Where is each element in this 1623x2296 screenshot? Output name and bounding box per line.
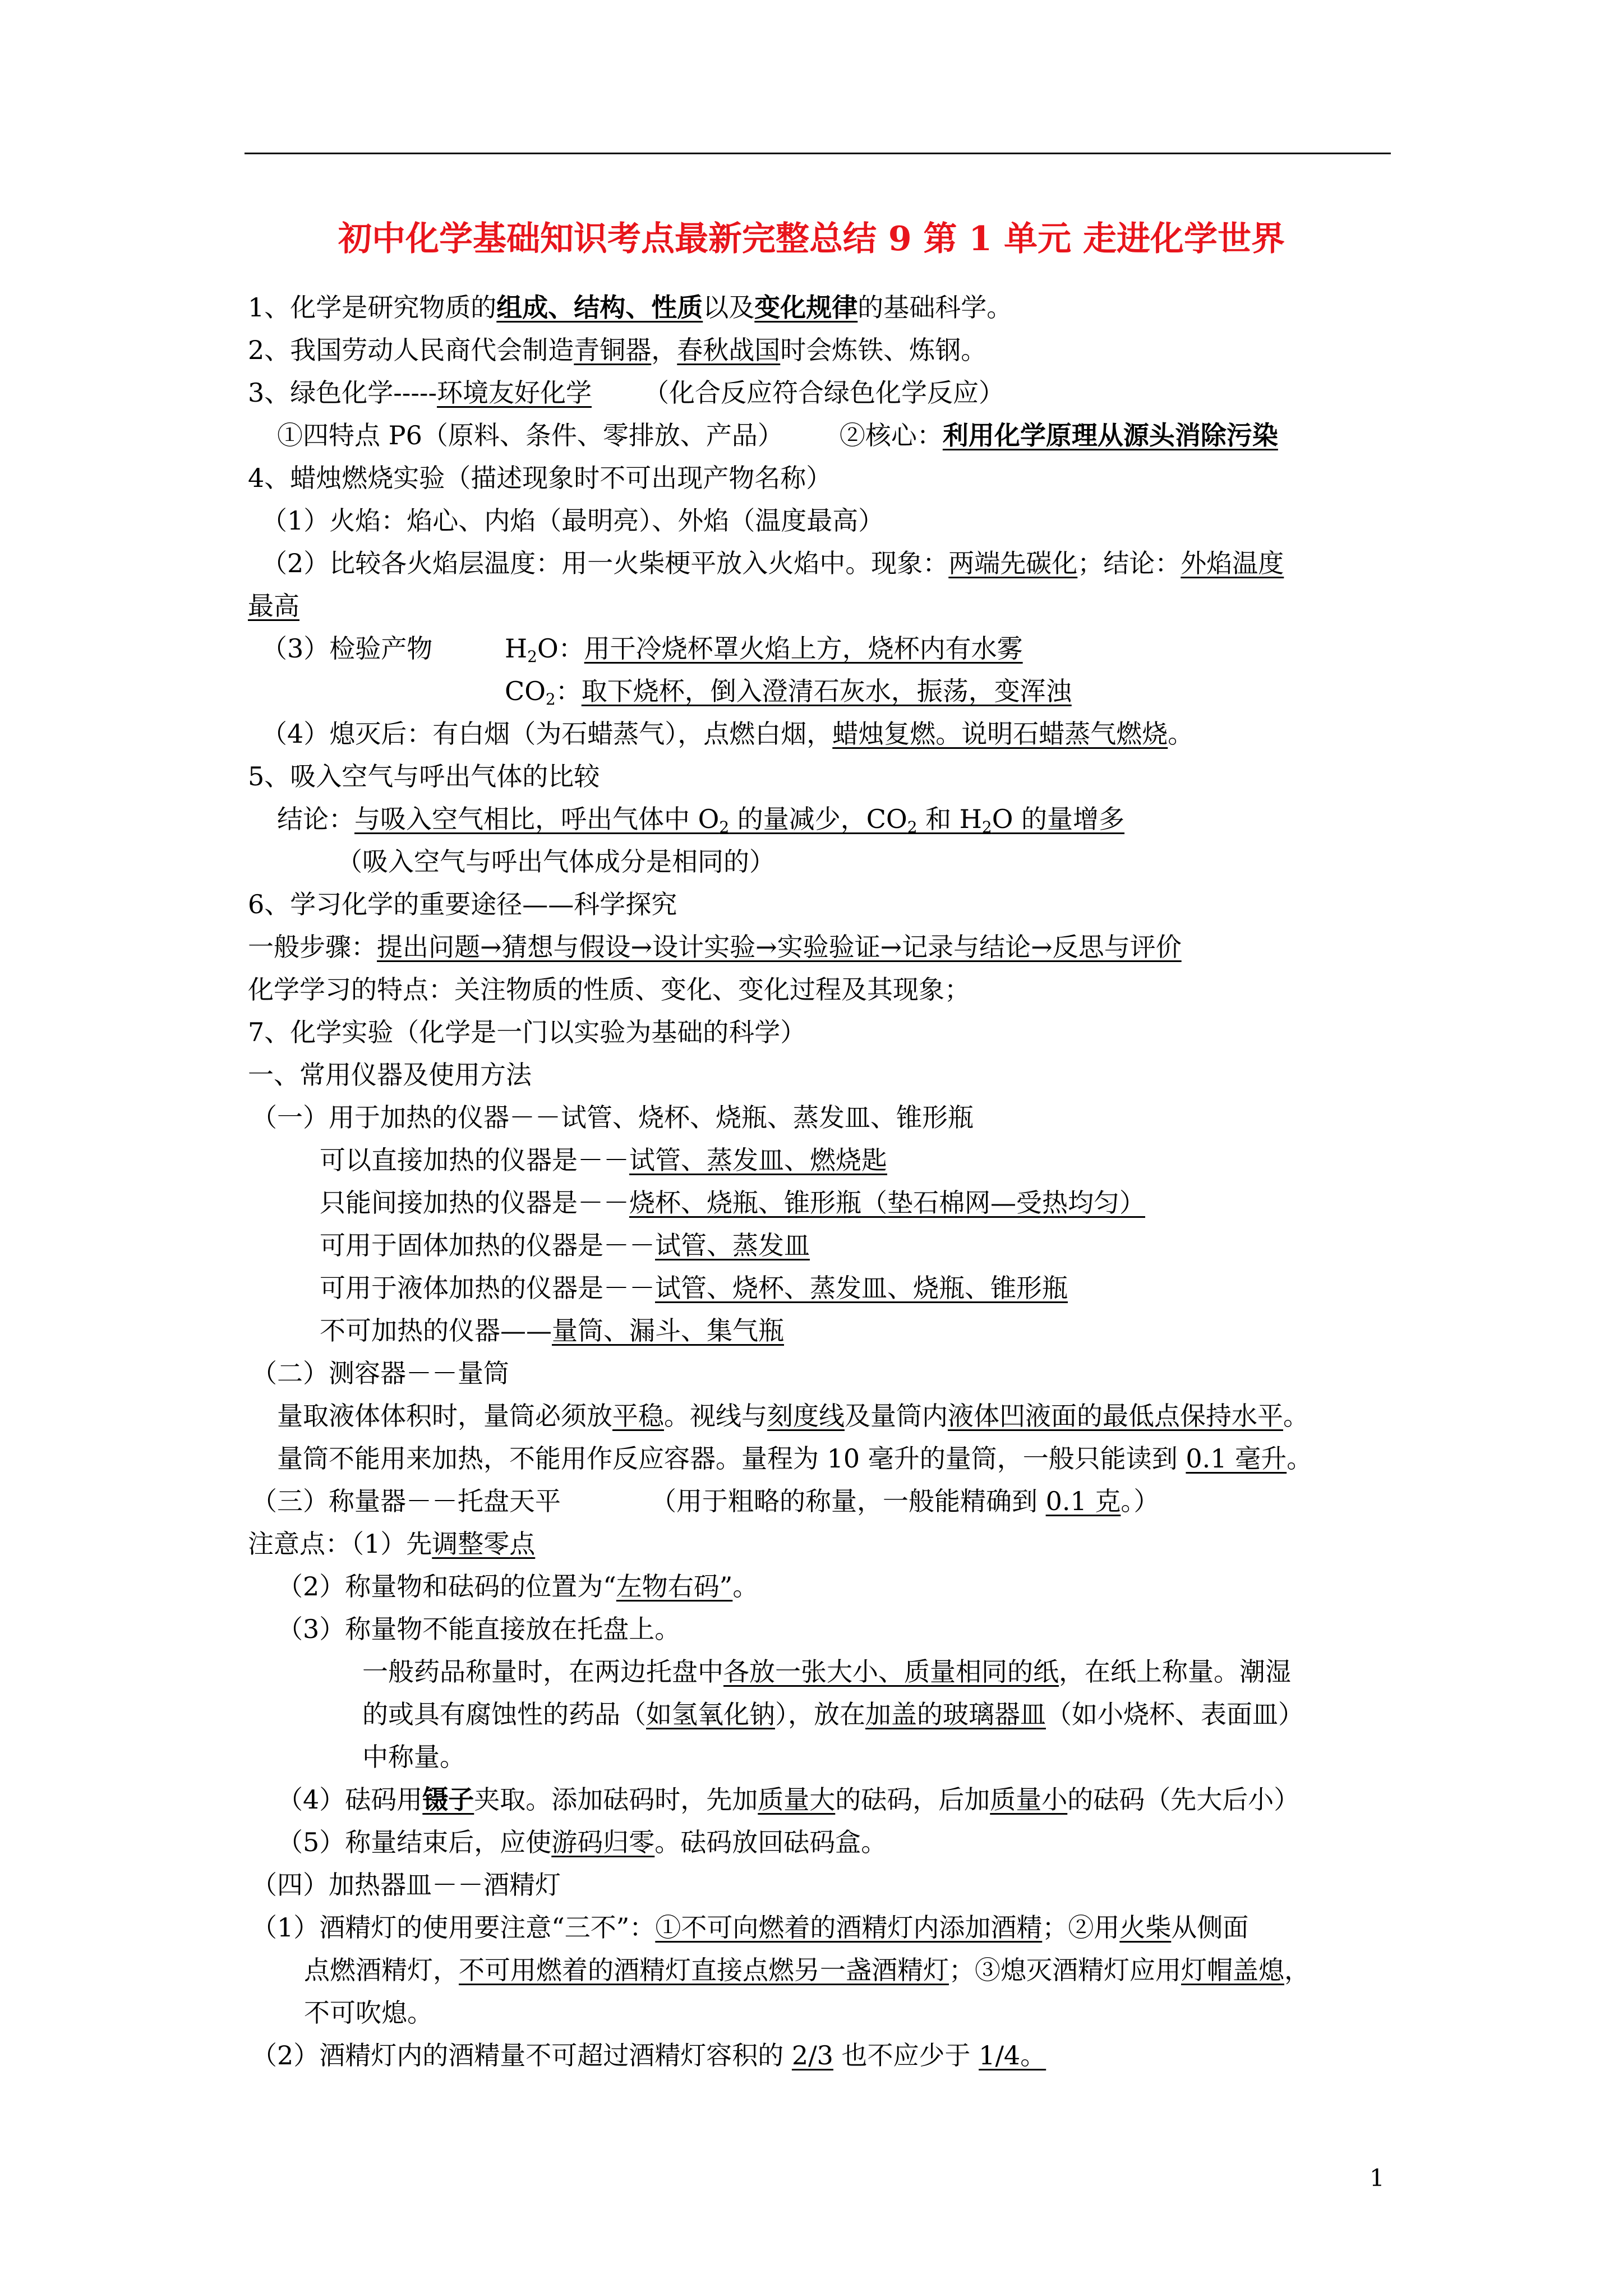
- underlined-text: 蜡烛复燃。说明石蜡蒸气燃烧: [832, 719, 1168, 749]
- underlined-text: 利用化学原理从源头消除污染: [942, 420, 1278, 450]
- underlined-text: 提出问题→猜想与假设→设计实验→实验验证→记录与结论→反思与评价: [377, 932, 1182, 962]
- underlined-text: 组成、结构、性质: [496, 292, 703, 323]
- text-line: 不可吹熄。: [304, 1998, 433, 2028]
- text: 。）: [1121, 1486, 1160, 1516]
- text-line: [261, 632, 432, 665]
- text: 3、绿色化学-----: [248, 378, 437, 408]
- text-line: [261, 717, 1193, 751]
- text: 的或具有腐蚀性的药品（: [362, 1699, 646, 1729]
- text: O 的量增多: [992, 804, 1125, 834]
- underlined-text: 试管、烧杯、蒸发皿、烧瓶、锥形瓶: [655, 1273, 1068, 1303]
- underlined-text: 量筒、漏斗、集气瓶: [552, 1315, 784, 1346]
- text-line: [248, 589, 299, 623]
- text-line: [320, 1186, 1145, 1220]
- underlined-text: 质量大: [758, 1784, 836, 1815]
- text: （用于粗略的称量，一般能精确到: [651, 1486, 1046, 1516]
- text: 2、我国劳动人民商代会制造: [248, 335, 574, 365]
- text: 及量筒内: [845, 1401, 948, 1431]
- subscript: 2: [719, 818, 730, 836]
- text-line: [277, 1442, 1312, 1475]
- text-line: （吸入空气与呼出气体成分是相同的）: [336, 846, 775, 877]
- text: 一般步骤：: [248, 932, 377, 962]
- text: （如小烧杯、表面皿）: [1046, 1699, 1304, 1729]
- text: ），放在: [775, 1699, 865, 1729]
- underlined-text: 平稳: [612, 1401, 664, 1431]
- text-line: [251, 2039, 1046, 2072]
- subscript: 2: [907, 818, 917, 836]
- text-line: [320, 1271, 1068, 1305]
- underlined-text: 试管、蒸发皿: [655, 1230, 810, 1260]
- underlined-text: [354, 804, 1124, 834]
- text-line: [251, 1484, 1159, 1518]
- text-line: 7、化学实验（化学是一门以实验为基础的科学）: [248, 1017, 806, 1047]
- text: 1、化学是研究物质的: [248, 292, 497, 323]
- text-line: [248, 1527, 535, 1561]
- underlined-text: 变化规律: [754, 292, 858, 323]
- text-line: [277, 1570, 758, 1603]
- text: 。: [1287, 1443, 1313, 1474]
- text-line: 一、常用仪器及使用方法: [248, 1060, 532, 1090]
- text-line: [248, 930, 1182, 964]
- underlined-text: 镊子: [422, 1784, 474, 1815]
- text-line: [505, 674, 1072, 708]
- page-number: 1: [1370, 2164, 1385, 2192]
- text: 的砝码，后加: [835, 1784, 990, 1815]
- underlined-text: 液体凹液面的最低点保持水平: [948, 1401, 1283, 1431]
- underlined-text: 质量小: [990, 1784, 1068, 1815]
- text: 一般药品称量时，在两边托盘中: [362, 1657, 723, 1687]
- text: 。视线与: [664, 1401, 767, 1431]
- text: （3）检验产物: [261, 633, 433, 664]
- text-line: 4、蜡烛燃烧实验（描述现象时不可出现产物名称）: [248, 463, 832, 493]
- text: 和 H: [917, 804, 982, 834]
- underlined-text: 各放一张大小、质量相同的纸: [723, 1657, 1059, 1687]
- text: （1）酒精灯的使用要注意“三不”：: [251, 1912, 656, 1943]
- text: 。: [1168, 719, 1194, 749]
- text-line: [362, 1697, 1304, 1731]
- text: 可用于固体加热的仪器是－－: [320, 1230, 655, 1260]
- text: ；③熄灭酒精灯应用: [949, 1955, 1181, 1985]
- underlined-text: 0.1 毫升: [1186, 1443, 1287, 1474]
- text: 。砝码放回砝码盒。: [654, 1827, 887, 1857]
- text: （化合反应符合绿色化学反应）: [643, 378, 1004, 408]
- underlined-text: 调整零点: [432, 1529, 536, 1559]
- text: ；结论：: [1077, 548, 1181, 578]
- text-line: [277, 418, 1278, 452]
- text: （2）比较各火焰层温度：用一火柴梗平放入火焰中。现象：: [261, 548, 949, 578]
- underlined-text: 2/3: [791, 2040, 833, 2070]
- underlined-text: 火柴: [1119, 1912, 1172, 1943]
- text: 也不应少于: [833, 2040, 979, 2070]
- subscript: 2: [545, 690, 556, 708]
- text: 量筒不能用来加热，不能用作反应容器。量程为 10 毫升的量筒，一般只能读到: [277, 1443, 1186, 1474]
- text: （4）砝码用: [277, 1784, 423, 1815]
- underlined-text: 刻度线: [767, 1401, 845, 1431]
- underlined-text: 外焰温度: [1181, 548, 1284, 578]
- text-line: （四）加热器皿－－酒精灯: [251, 1870, 561, 1900]
- text: 从侧面: [1171, 1912, 1249, 1943]
- formula-text: O：: [537, 633, 584, 664]
- underlined-text: 如氢氧化钠: [646, 1699, 775, 1729]
- text: ①四特点 P6（原料、条件、零排放、产品）: [277, 420, 783, 450]
- text: 点燃酒精灯，: [304, 1955, 459, 1985]
- underlined-text: 游码归零: [551, 1827, 655, 1857]
- text: ；②用: [1042, 1912, 1120, 1943]
- header-rule: [245, 153, 1391, 154]
- underlined-text: ①不可向燃着的酒精灯内添加酒精: [655, 1912, 1043, 1943]
- underlined-text: 两端先碳化: [948, 548, 1078, 578]
- page-title: 初中化学基础知识考点最新完整总结 9 第 1 单元 走进化学世界: [338, 219, 1285, 259]
- text-line: [248, 333, 986, 367]
- text: 与吸入空气相比，呼出气体中 O: [354, 804, 720, 834]
- text-line: [320, 1314, 784, 1347]
- formula-text: CO: [505, 676, 546, 706]
- text-line: 6、学习化学的重要途径——科学探究: [248, 889, 677, 919]
- text-line: [320, 1228, 810, 1262]
- text-line: 5、吸入空气与呼出气体的比较: [248, 761, 600, 792]
- text: 只能间接加热的仪器是－－: [320, 1188, 629, 1218]
- text: 的量减少，CO: [729, 804, 907, 834]
- text-line: [251, 1911, 1248, 1944]
- text: 以及: [703, 292, 755, 323]
- underlined-text: 用干冷烧杯罩火焰上方，烧杯内有水雾: [584, 633, 1023, 664]
- text: 不可加热的仪器——: [320, 1315, 552, 1346]
- text-line: 中称量。: [362, 1742, 465, 1772]
- text-line: [320, 1143, 887, 1177]
- underlined-text: 青铜器: [574, 335, 652, 365]
- text: 时会炼铁、炼钢。: [780, 335, 987, 365]
- underlined-text: 最高: [248, 591, 299, 621]
- underlined-text: 取下烧杯，倒入澄清石灰水，振荡，变浑浊: [581, 676, 1072, 706]
- text: 。: [732, 1571, 759, 1602]
- text: （5）称量结束后，应使: [277, 1827, 552, 1857]
- text: 的基础科学。: [857, 292, 1013, 323]
- text-line: [505, 632, 1023, 665]
- text: （2）称量物和砝码的位置为“: [277, 1571, 616, 1602]
- text: ②核心：: [839, 420, 943, 450]
- text-line: [277, 1783, 1299, 1816]
- underlined-text: 烧杯、烧瓶、锥形瓶（垫石棉网—受热均匀）: [629, 1188, 1145, 1218]
- text: 。: [1283, 1401, 1309, 1431]
- underlined-text: 左物右码”: [616, 1571, 733, 1602]
- underlined-text: 0.1 克: [1045, 1486, 1121, 1516]
- text-line: [304, 1953, 1310, 1987]
- text: 量取液体体积时，量筒必须放: [277, 1401, 612, 1431]
- underlined-text: 灯帽盖熄: [1181, 1955, 1284, 1985]
- underlined-text: 环境友好化学: [436, 378, 592, 408]
- text: （2）酒精灯内的酒精量不可超过酒精灯容积的: [251, 2040, 792, 2070]
- underlined-text: 试管、蒸发皿、燃烧匙: [629, 1145, 887, 1175]
- underlined-text: 春秋战国: [677, 335, 781, 365]
- text: （三）称量器－－托盘天平: [251, 1486, 561, 1516]
- text-line: [248, 376, 1004, 409]
- underlined-text: 加盖的玻璃器皿: [865, 1699, 1046, 1729]
- formula-text: H: [505, 633, 528, 664]
- text: 夹取。添加砝码时，先加: [474, 1784, 758, 1815]
- text-line: [277, 1825, 887, 1859]
- text-line: [277, 802, 1124, 836]
- text: ，在纸上称量。潮湿: [1059, 1657, 1291, 1687]
- text-line: [362, 1655, 1291, 1688]
- subscript: 2: [527, 647, 537, 666]
- text-line: [277, 1399, 1309, 1433]
- text: 可以直接加热的仪器是－－: [320, 1145, 629, 1175]
- text-line: （3）称量物不能直接放在托盘上。: [277, 1614, 681, 1644]
- text: 注意点：（1）先: [248, 1529, 432, 1559]
- text-line: [248, 291, 1012, 324]
- text: ，: [651, 335, 677, 365]
- subscript: 2: [981, 818, 992, 836]
- text-line: （一）用于加热的仪器－－试管、烧杯、烧瓶、蒸发皿、锥形瓶: [251, 1102, 974, 1133]
- text-line: （1）火焰：焰心、内焰（最明亮）、外焰（温度最高）: [261, 505, 884, 536]
- text: 可用于液体加热的仪器是－－: [320, 1273, 655, 1303]
- underlined-text: 不可用燃着的酒精灯直接点燃另一盏酒精灯: [459, 1955, 949, 1985]
- formula-text: ：: [555, 676, 582, 706]
- text-line: 化学学习的特点：关注物质的性质、变化、变化过程及其现象；: [248, 974, 970, 1005]
- text: 的砝码（先大后小）: [1067, 1784, 1300, 1815]
- text-line: [261, 546, 1284, 580]
- text: ，: [1284, 1955, 1310, 1985]
- text-line: （二）测容器－－量筒: [251, 1358, 509, 1388]
- underlined-text: 1/4。: [979, 2040, 1046, 2070]
- text: 结论：: [277, 804, 354, 834]
- text: （4）熄灭后：有白烟（为石蜡蒸气），点燃白烟，: [261, 719, 833, 749]
